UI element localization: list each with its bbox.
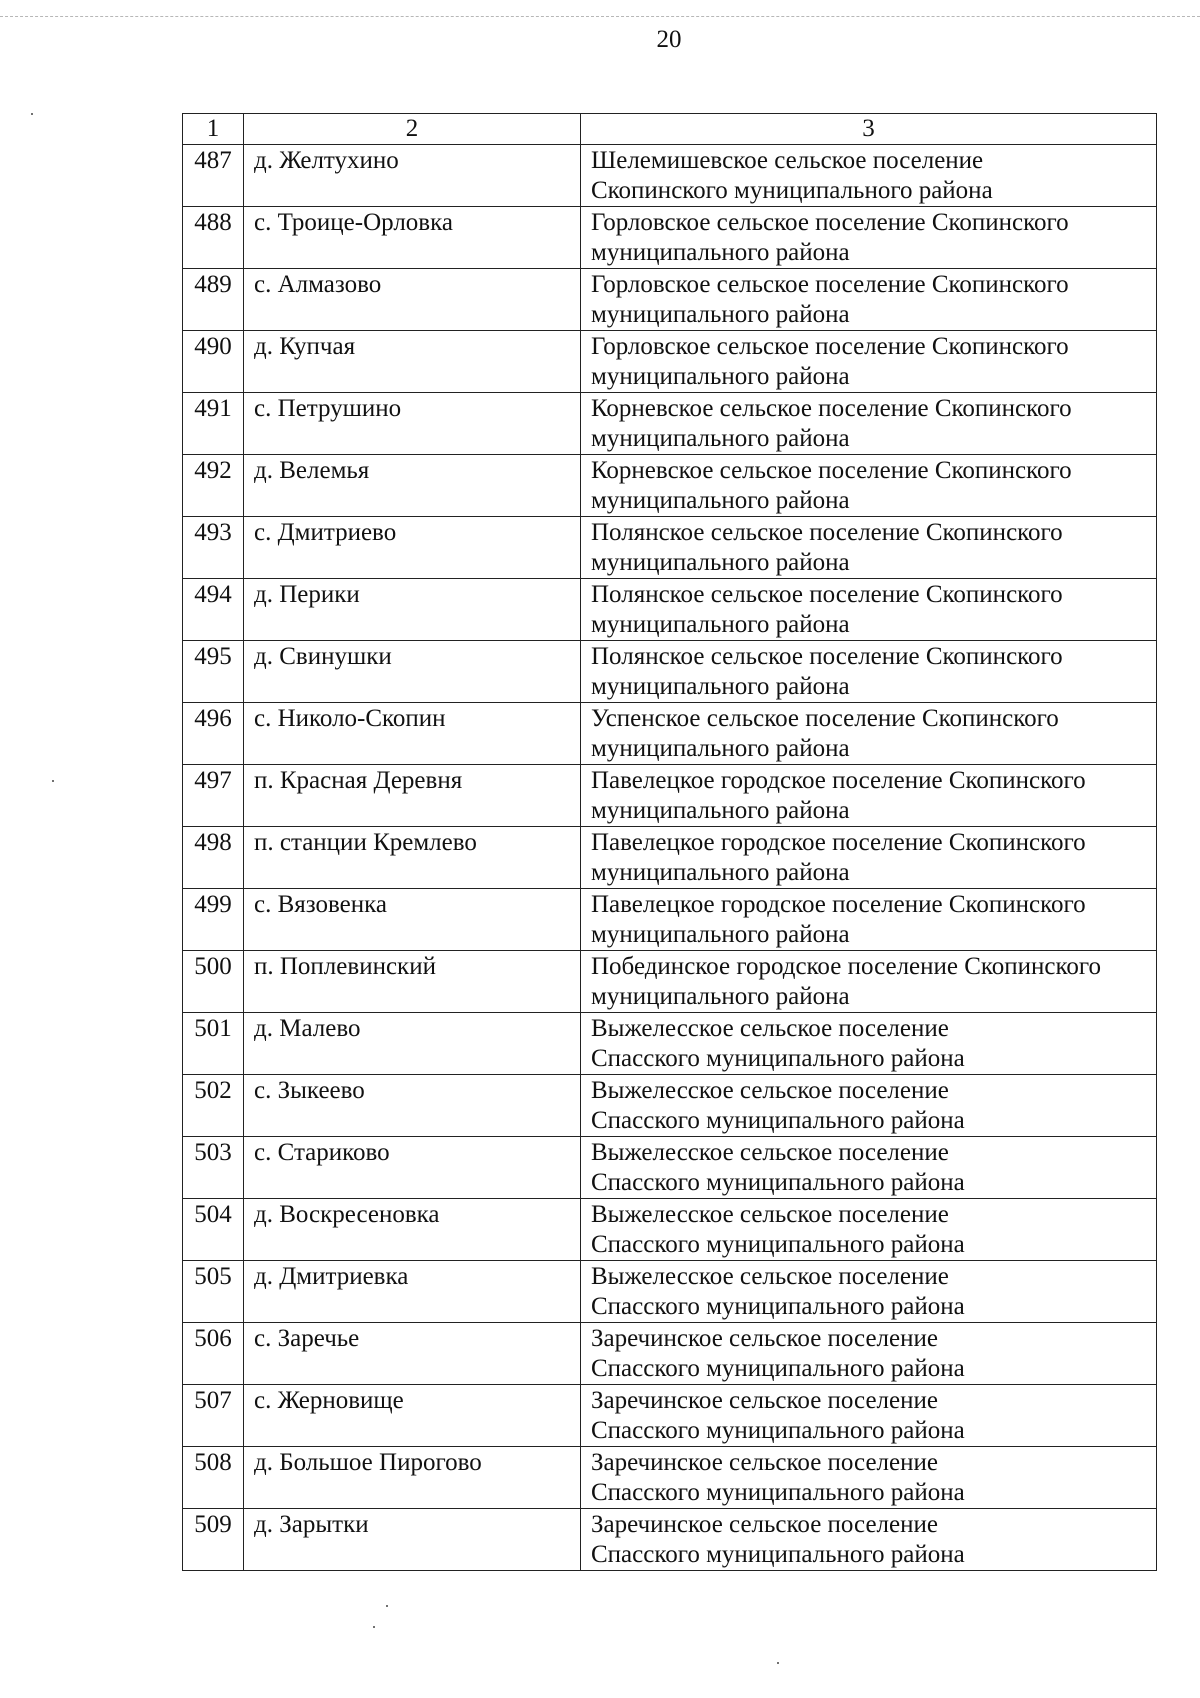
- municipality-line-1: Заречинское сельское поселение: [591, 1511, 938, 1538]
- table-row: [183, 827, 1157, 889]
- settlement-name: с. Вязовенка: [244, 889, 581, 951]
- page-number: 20: [656, 26, 682, 53]
- municipality-line-2: муниципального района: [591, 487, 850, 514]
- municipality-line-2: муниципального района: [591, 425, 850, 452]
- settlement-name: д. Большое Пирогово: [244, 1447, 581, 1509]
- scan-speck: [777, 1662, 779, 1664]
- row-number: 494: [183, 579, 244, 641]
- municipality-line-1: Горловское сельское поселение Скопинского: [591, 209, 1069, 236]
- table-row: [183, 1199, 1157, 1261]
- row-number: 491: [183, 393, 244, 455]
- municipality-line-1: Корневское сельское поселение Скопинского: [591, 395, 1072, 422]
- table-row: [183, 765, 1157, 827]
- municipality-cell: [581, 641, 1157, 703]
- municipality-line-1: Выжелесское сельское поселение: [591, 1139, 949, 1166]
- settlement-name: с. Заречье: [244, 1323, 581, 1385]
- row-number: 495: [183, 641, 244, 703]
- municipality-cell: [581, 951, 1157, 1013]
- municipality-cell: [581, 765, 1157, 827]
- municipality-line-1: Полянское сельское поселение Скопинского: [591, 581, 1063, 608]
- table-body: [183, 145, 1157, 1571]
- municipality-line-1: Горловское сельское поселение Скопинского: [591, 333, 1069, 360]
- table-row: [183, 1261, 1157, 1323]
- settlement-name: с. Алмазово: [244, 269, 581, 331]
- row-number: 504: [183, 1199, 244, 1261]
- row-number: 500: [183, 951, 244, 1013]
- table-row: [183, 517, 1157, 579]
- municipality-cell: [581, 393, 1157, 455]
- municipality-cell: [581, 703, 1157, 765]
- municipality-line-1: Павелецкое городское поселение Скопинского: [591, 829, 1086, 856]
- municipality-cell: [581, 269, 1157, 331]
- municipality-line-2: Спасского муниципального района: [591, 1417, 965, 1444]
- scan-speck: [386, 1605, 388, 1607]
- municipality-line-2: муниципального района: [591, 921, 850, 948]
- table-row: [183, 1137, 1157, 1199]
- row-number: 501: [183, 1013, 244, 1075]
- settlements-table: [182, 113, 1157, 1571]
- municipality-line-1: Выжелесское сельское поселение: [591, 1015, 949, 1042]
- row-number: 496: [183, 703, 244, 765]
- municipality-cell: [581, 455, 1157, 517]
- municipality-line-1: Полянское сельское поселение Скопинского: [591, 643, 1063, 670]
- settlement-name: с. Дмитриево: [244, 517, 581, 579]
- row-number: 493: [183, 517, 244, 579]
- municipality-cell: [581, 1013, 1157, 1075]
- municipality-line-2: муниципального района: [591, 797, 850, 824]
- row-number: 492: [183, 455, 244, 517]
- settlement-name: п. Поплевинский: [244, 951, 581, 1013]
- municipality-line-1: Корневское сельское поселение Скопинского: [591, 457, 1072, 484]
- table-row: [183, 1013, 1157, 1075]
- column-header-1: 1: [183, 114, 244, 145]
- table-row: [183, 1385, 1157, 1447]
- municipality-line-2: муниципального района: [591, 239, 850, 266]
- row-number: 488: [183, 207, 244, 269]
- municipality-line-2: муниципального района: [591, 735, 850, 762]
- municipality-line-2: Спасского муниципального района: [591, 1169, 965, 1196]
- row-number: 508: [183, 1447, 244, 1509]
- municipality-line-1: Павелецкое городское поселение Скопинского: [591, 891, 1086, 918]
- table-header-row: [183, 114, 1157, 145]
- settlement-name: п. станции Кремлево: [244, 827, 581, 889]
- table-row: [183, 393, 1157, 455]
- settlement-name: с. Николо-Скопин: [244, 703, 581, 765]
- settlement-name: д. Малево: [244, 1013, 581, 1075]
- municipality-cell: [581, 827, 1157, 889]
- settlement-name: д. Зарытки: [244, 1509, 581, 1571]
- settlement-name: д. Дмитриевка: [244, 1261, 581, 1323]
- municipality-line-2: Спасского муниципального района: [591, 1107, 965, 1134]
- municipality-cell: [581, 1323, 1157, 1385]
- row-number: 506: [183, 1323, 244, 1385]
- municipality-cell: [581, 1261, 1157, 1323]
- row-number: 502: [183, 1075, 244, 1137]
- municipality-line-2: Спасского муниципального района: [591, 1231, 965, 1258]
- municipality-line-1: Выжелесское сельское поселение: [591, 1201, 949, 1228]
- municipality-line-1: Полянское сельское поселение Скопинского: [591, 519, 1063, 546]
- municipality-cell: [581, 889, 1157, 951]
- municipality-line-1: Успенское сельское поселение Скопинского: [591, 705, 1059, 732]
- table-row: [183, 207, 1157, 269]
- municipality-line-1: Павелецкое городское поселение Скопинского: [591, 767, 1086, 794]
- table-row: [183, 951, 1157, 1013]
- table-row: [183, 1075, 1157, 1137]
- municipality-line-2: Спасского муниципального района: [591, 1355, 965, 1382]
- scan-speck: [373, 1626, 375, 1628]
- municipality-cell: [581, 1137, 1157, 1199]
- municipality-line-1: Побединское городское поселение Скопинского: [591, 953, 1102, 980]
- municipality-line-2: Спасского муниципального района: [591, 1045, 965, 1072]
- table-row: [183, 269, 1157, 331]
- municipality-cell: [581, 1075, 1157, 1137]
- row-number: 498: [183, 827, 244, 889]
- table-row: [183, 889, 1157, 951]
- settlement-name: с. Стариково: [244, 1137, 581, 1199]
- settlement-name: с. Троице-Орловка: [244, 207, 581, 269]
- table-row: [183, 579, 1157, 641]
- settlement-name: д. Желтухино: [244, 145, 581, 207]
- table-row: [183, 455, 1157, 517]
- settlements-table-container: [182, 113, 1156, 1571]
- settlement-name: с. Жерновище: [244, 1385, 581, 1447]
- settlement-name: д. Свинушки: [244, 641, 581, 703]
- municipality-line-1: Выжелесское сельское поселение: [591, 1263, 949, 1290]
- settlement-name: с. Петрушино: [244, 393, 581, 455]
- row-number: 499: [183, 889, 244, 951]
- municipality-cell: [581, 517, 1157, 579]
- municipality-line-1: Выжелесское сельское поселение: [591, 1077, 949, 1104]
- settlement-name: с. Зыкеево: [244, 1075, 581, 1137]
- municipality-line-1: Шелемишевское сельское поселение: [591, 147, 984, 174]
- column-header-2: 2: [244, 114, 581, 145]
- settlement-name: д. Перики: [244, 579, 581, 641]
- settlement-name: п. Красная Деревня: [244, 765, 581, 827]
- row-number: 509: [183, 1509, 244, 1571]
- municipality-line-2: Скопинского муниципального района: [591, 177, 993, 204]
- municipality-cell: [581, 1385, 1157, 1447]
- table-row: [183, 145, 1157, 207]
- municipality-line-1: Заречинское сельское поселение: [591, 1325, 938, 1352]
- municipality-cell: [581, 207, 1157, 269]
- municipality-line-2: муниципального района: [591, 363, 850, 390]
- row-number: 505: [183, 1261, 244, 1323]
- municipality-cell: [581, 579, 1157, 641]
- municipality-line-2: муниципального района: [591, 301, 850, 328]
- municipality-line-2: Спасского муниципального района: [591, 1293, 965, 1320]
- row-number: 507: [183, 1385, 244, 1447]
- municipality-cell: [581, 331, 1157, 393]
- row-number: 489: [183, 269, 244, 331]
- table-row: [183, 1447, 1157, 1509]
- scan-speck: [31, 113, 33, 115]
- municipality-line-2: муниципального района: [591, 611, 850, 638]
- municipality-line-1: Заречинское сельское поселение: [591, 1387, 938, 1414]
- municipality-cell: [581, 1447, 1157, 1509]
- settlement-name: д. Воскресеновка: [244, 1199, 581, 1261]
- row-number: 487: [183, 145, 244, 207]
- municipality-line-2: муниципального района: [591, 673, 850, 700]
- municipality-line-2: Спасского муниципального района: [591, 1541, 965, 1568]
- municipality-line-1: Горловское сельское поселение Скопинского: [591, 271, 1069, 298]
- row-number: 503: [183, 1137, 244, 1199]
- table-row: [183, 331, 1157, 393]
- scan-speck: [52, 780, 54, 782]
- row-number: 490: [183, 331, 244, 393]
- municipality-line-1: Заречинское сельское поселение: [591, 1449, 938, 1476]
- municipality-line-2: муниципального района: [591, 859, 850, 886]
- municipality-cell: [581, 145, 1157, 207]
- table-row: [183, 703, 1157, 765]
- table-row: [183, 1323, 1157, 1385]
- table-row: [183, 1509, 1157, 1571]
- column-header-3: 3: [581, 114, 1157, 145]
- scan-edge-line: [0, 16, 1200, 23]
- municipality-line-2: Спасского муниципального района: [591, 1479, 965, 1506]
- municipality-cell: [581, 1509, 1157, 1571]
- municipality-line-2: муниципального района: [591, 549, 850, 576]
- settlement-name: д. Купчая: [244, 331, 581, 393]
- table-row: [183, 641, 1157, 703]
- row-number: 497: [183, 765, 244, 827]
- municipality-cell: [581, 1199, 1157, 1261]
- municipality-line-2: муниципального района: [591, 983, 850, 1010]
- settlement-name: д. Велемья: [244, 455, 581, 517]
